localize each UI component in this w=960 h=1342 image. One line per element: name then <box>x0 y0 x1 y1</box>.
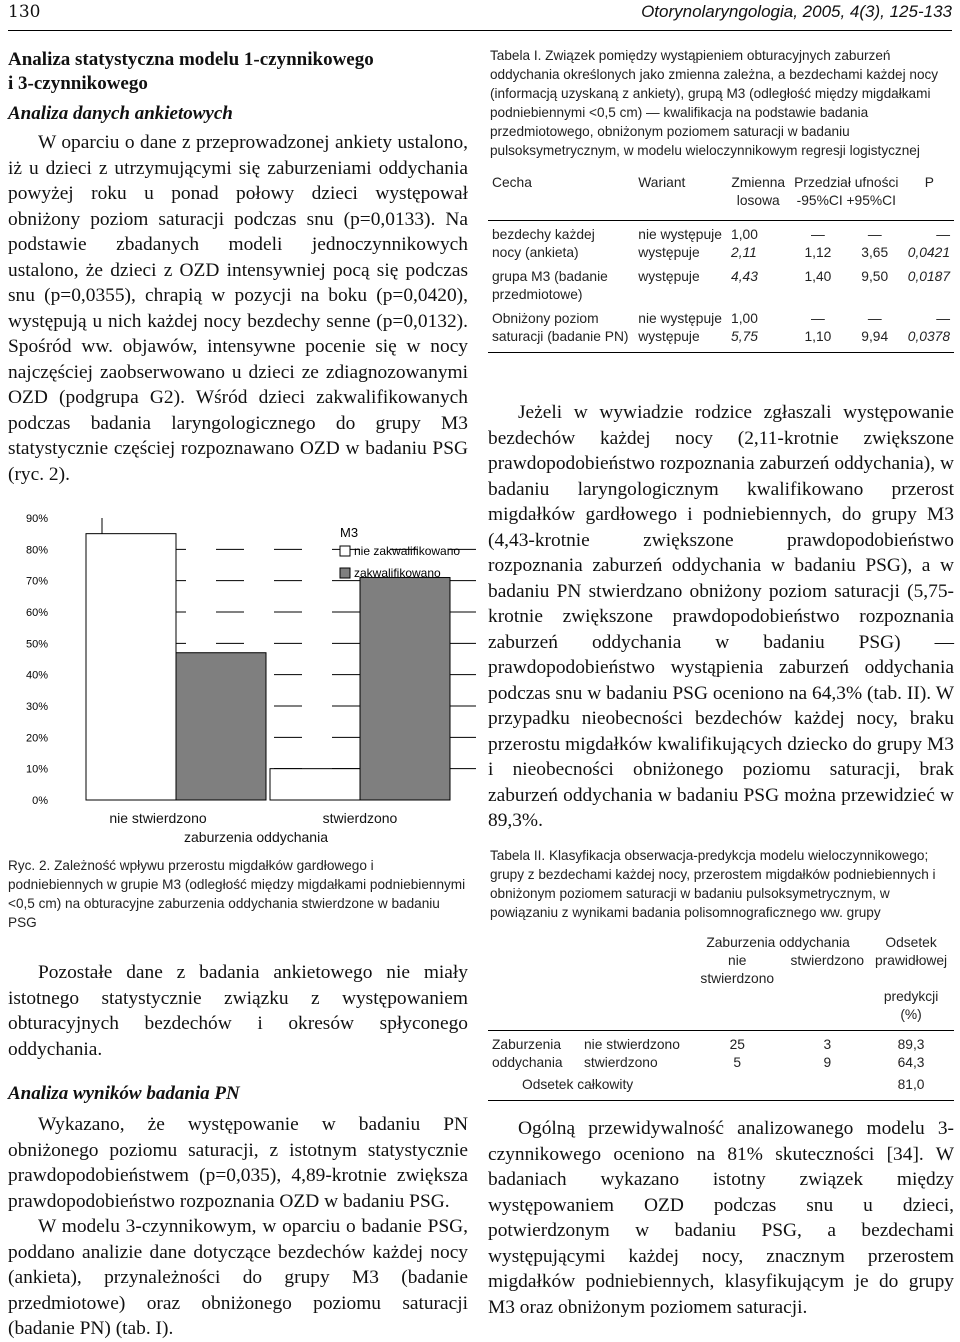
table-1-caption: Tabela I. Związek pomiędzy wystąpieniem obturacyjnych zaburzeń oddychania określonych jako zmienna zależna, a bezdechami każdej nocy (informacją uzyskaną z ankiety), grupą M3 (odległość między migdałkami podniebiennymi <0,5 cm) — kwalifikacja na podstawie badania przedmiotowego, obniżonym poziomem saturacji w badaniu pulsoksymetrycznym, w modelu wieloczynnikowym regresji logistycznej <box>490 48 939 158</box>
y-tick-label: 20% <box>25 732 48 745</box>
y-tick-label: 90% <box>25 513 48 525</box>
y-tick-label: 50% <box>25 638 48 651</box>
legend-swatch <box>340 568 350 578</box>
legend <box>340 525 460 580</box>
section-title: Analiza statystyczna modelu 1-czynnikowego i 3-czynnikowego <box>8 49 374 94</box>
table-row: Odsetek całkowity 81,0 <box>522 1077 925 1092</box>
y-axis-ticks <box>26 513 48 807</box>
table-row: nie stwierdzono stwierdzono prawidłowej <box>700 953 948 986</box>
paragraph-right-1: Jeżeli w wywiadzie rodzice zgłaszali występowanie bezdechów każdej nocy (2,11-krotnie zwiększone prawdopodobieństwo rozpoznania zaburzeń oddychania), w badaniu laryngologicznym kwalifikowano przerost migdałków gardłowego i podniebiennych, do grupy M3 (4,43-krotnie zwiększone prawdopodobieństwo rozpoznania zaburzeń oddychania w badaniu PSG), a w badaniu PN stwierdzano obniżony poziom saturacji (5,75-krotnie zwiększone prawdopodobieństwo rozpoznania zaburzeń oddychania w badaniu PSG) — prawdopodobieństwo wystąpienia zaburzeń oddychania podczas snu w badaniu PSG oceniono na 64,3% (tab. II). W przypadku nieobecności bezdechów każdej nocy, braku przerostu migdałków kwalifikujących dziecko do grupy M3 i nieobecności obniżonego poziomu saturacji, brak zaburzeń oddychania w badaniu PSG można przewidzieć w 89,3%. <box>488 402 954 831</box>
paragraph-other-data: Pozostałe dane z badania ankietowego nie miały istotnego statystycznie związku z występowaniem obturacyjnych bezdechów i okresów spłyconego oddychania. <box>8 962 468 1060</box>
table-row: bezdechy każdej nie występuje 1,00 — — — <box>492 227 950 242</box>
legend-title: M3 <box>340 525 359 540</box>
figure-2-chart <box>8 510 478 850</box>
table-row: Cecha Wariant Zmienna losowa Przedział ufności -95%CI +95%CI P <box>492 175 934 208</box>
table-row: Zaburzenia nie stwierdzono 25 3 89,3 <box>492 1037 925 1052</box>
y-tick-label: 40% <box>25 669 48 682</box>
x-category-label: nie stwierdzono <box>109 810 207 826</box>
legend-entry: nie zakwalifikowano <box>354 544 461 558</box>
x-axis-title: zaburzenia oddychania <box>184 829 328 845</box>
legend-entry: zakwalifikowano <box>354 566 441 580</box>
table-row: Zaburzenia oddychania Odsetek <box>706 935 937 950</box>
table-row: grupa M3 (badanie występuje 4,43 1,40 9,50 0,0187 <box>492 269 950 284</box>
paragraph-model-3: W modelu 3-czynnikowym, w oparciu o badanie PSG, poddano analizie dane dotyczące bezdechów każdej nocy (ankieta), przynależności do grupy M3 (badanie przedmiotowe) oraz obniżonego poziomu saturacji (badanie PN) (tab. I). <box>8 1216 468 1339</box>
table-2-caption: Tabela II. Klasyfikacja obserwacja-predykcja modelu wieloczynnikowego; grupy z bezdechami każdej nocy, przerostem migdałków podniebiennych i obniżonym poziomem saturacji w badaniu pulsoksymetrycznym, w powiązaniu z wynikami badania polisomnograficznego ww. grupy <box>490 848 936 920</box>
y-tick-label: 0% <box>32 795 48 807</box>
left-column-bottom <box>8 960 468 1342</box>
journal-reference: Otorynolaryngologia, 2005, 4(3), 125-133 <box>641 2 952 21</box>
subsection-title-survey: Analiza danych ankietowych <box>8 103 233 124</box>
paragraph-survey: W oparciu o dane z przeprowadzonej ankiety ustalono, iż u dzieci z utrzymującymi się zaburzeniami oddychania powyżej roku u ponad połowy dzieci występował obniżony poziom saturacji podczas snu (p=0,0133). Na podstawie zbadanych modeli jednoczynnikowych ustalono, że dzieci z OZD intensywniej pocą się podczas snu (p=0,0355), chrapią w pozycji na boku (p=0,0420), występują u nich każdej nocy bezdechy senne (p=0,0132). Spośród ww. objawów, intensywne pocenie się w nocy najczęściej zaobserwowano u dzieci ze zdiagnozowanymi OZD (podgrupa G2). Wśród dzieci zakwalifikowanych podczas badania laryngologicznego do grupy M3 statystycznie częściej rozpoznawano OZD w badaniu PSG (ryc. 2). <box>8 132 468 485</box>
y-tick-label: 30% <box>25 701 48 713</box>
table-2 <box>488 934 954 1101</box>
table-row: predykcji (%) <box>883 989 939 1022</box>
table-row: przedmiotowe) <box>492 287 583 302</box>
y-tick-label: 10% <box>25 763 48 776</box>
bar-0-0 <box>86 534 176 800</box>
subsection-title-pn: Analiza wyników badania PN <box>8 1083 240 1104</box>
y-tick-label: 60% <box>25 607 48 619</box>
y-tick-label: 70% <box>25 575 48 588</box>
table-row: oddychania stwierdzono 5 9 64,3 <box>492 1055 925 1070</box>
legend-swatch <box>340 546 350 556</box>
header-rule <box>8 30 952 31</box>
table-row: saturacji (badanie PN) występuje 5,75 1,10 9,94 0,0378 <box>492 329 950 344</box>
table-1 <box>488 174 954 353</box>
paragraph-pn-results: Wykazano, że występowanie w badaniu PN obniżonego poziomu saturacji, z istotnym statystycznie prawdopodobieństwem (p=0,035), 4,89-krotnie zwiększa prawdopodobieństwo rozpoznania OZD w badaniu PSG. <box>8 1114 468 1212</box>
left-column-top <box>8 48 468 487</box>
page-number: 130 <box>8 2 41 22</box>
bar-0-1 <box>176 653 266 800</box>
bar-1-1 <box>360 578 450 800</box>
y-tick-label: 80% <box>25 544 48 557</box>
table-row: Obniżony poziom nie występuje 1,00 — — — <box>492 311 950 326</box>
x-axis-labels <box>109 810 397 845</box>
paragraph-right-2: Ogólną przewidywalność analizowanego modelu 3-czynnikowego oceniono na 81% skuteczności [34]. W badaniach wykazano istotny związek między występowaniem OZD podczas snu u dzieci, potwierdzonym w badaniu PSG, a bezdechami występującymi każdej nocy, znacznym przerostem migdałków podniebiennych, klasyfikującym je do grupy M3 oraz obniżonym poziomem saturacji. <box>488 1118 954 1318</box>
figure-caption: Ryc. 2. Zależność wpływu przerostu migdałków gardłowego i podniebiennych w grupie M3 (odległość między migdałkami podniebiennymi <0,5 cm) na obturacyjne zaburzenia oddychania stwierdzone w badaniu PSG <box>8 858 466 930</box>
table-row: nocy (ankieta) występuje 2,11 1,12 3,65 0,0421 <box>492 245 950 260</box>
x-category-label: stwierdzono <box>322 810 398 826</box>
bar-1-0 <box>270 769 360 800</box>
